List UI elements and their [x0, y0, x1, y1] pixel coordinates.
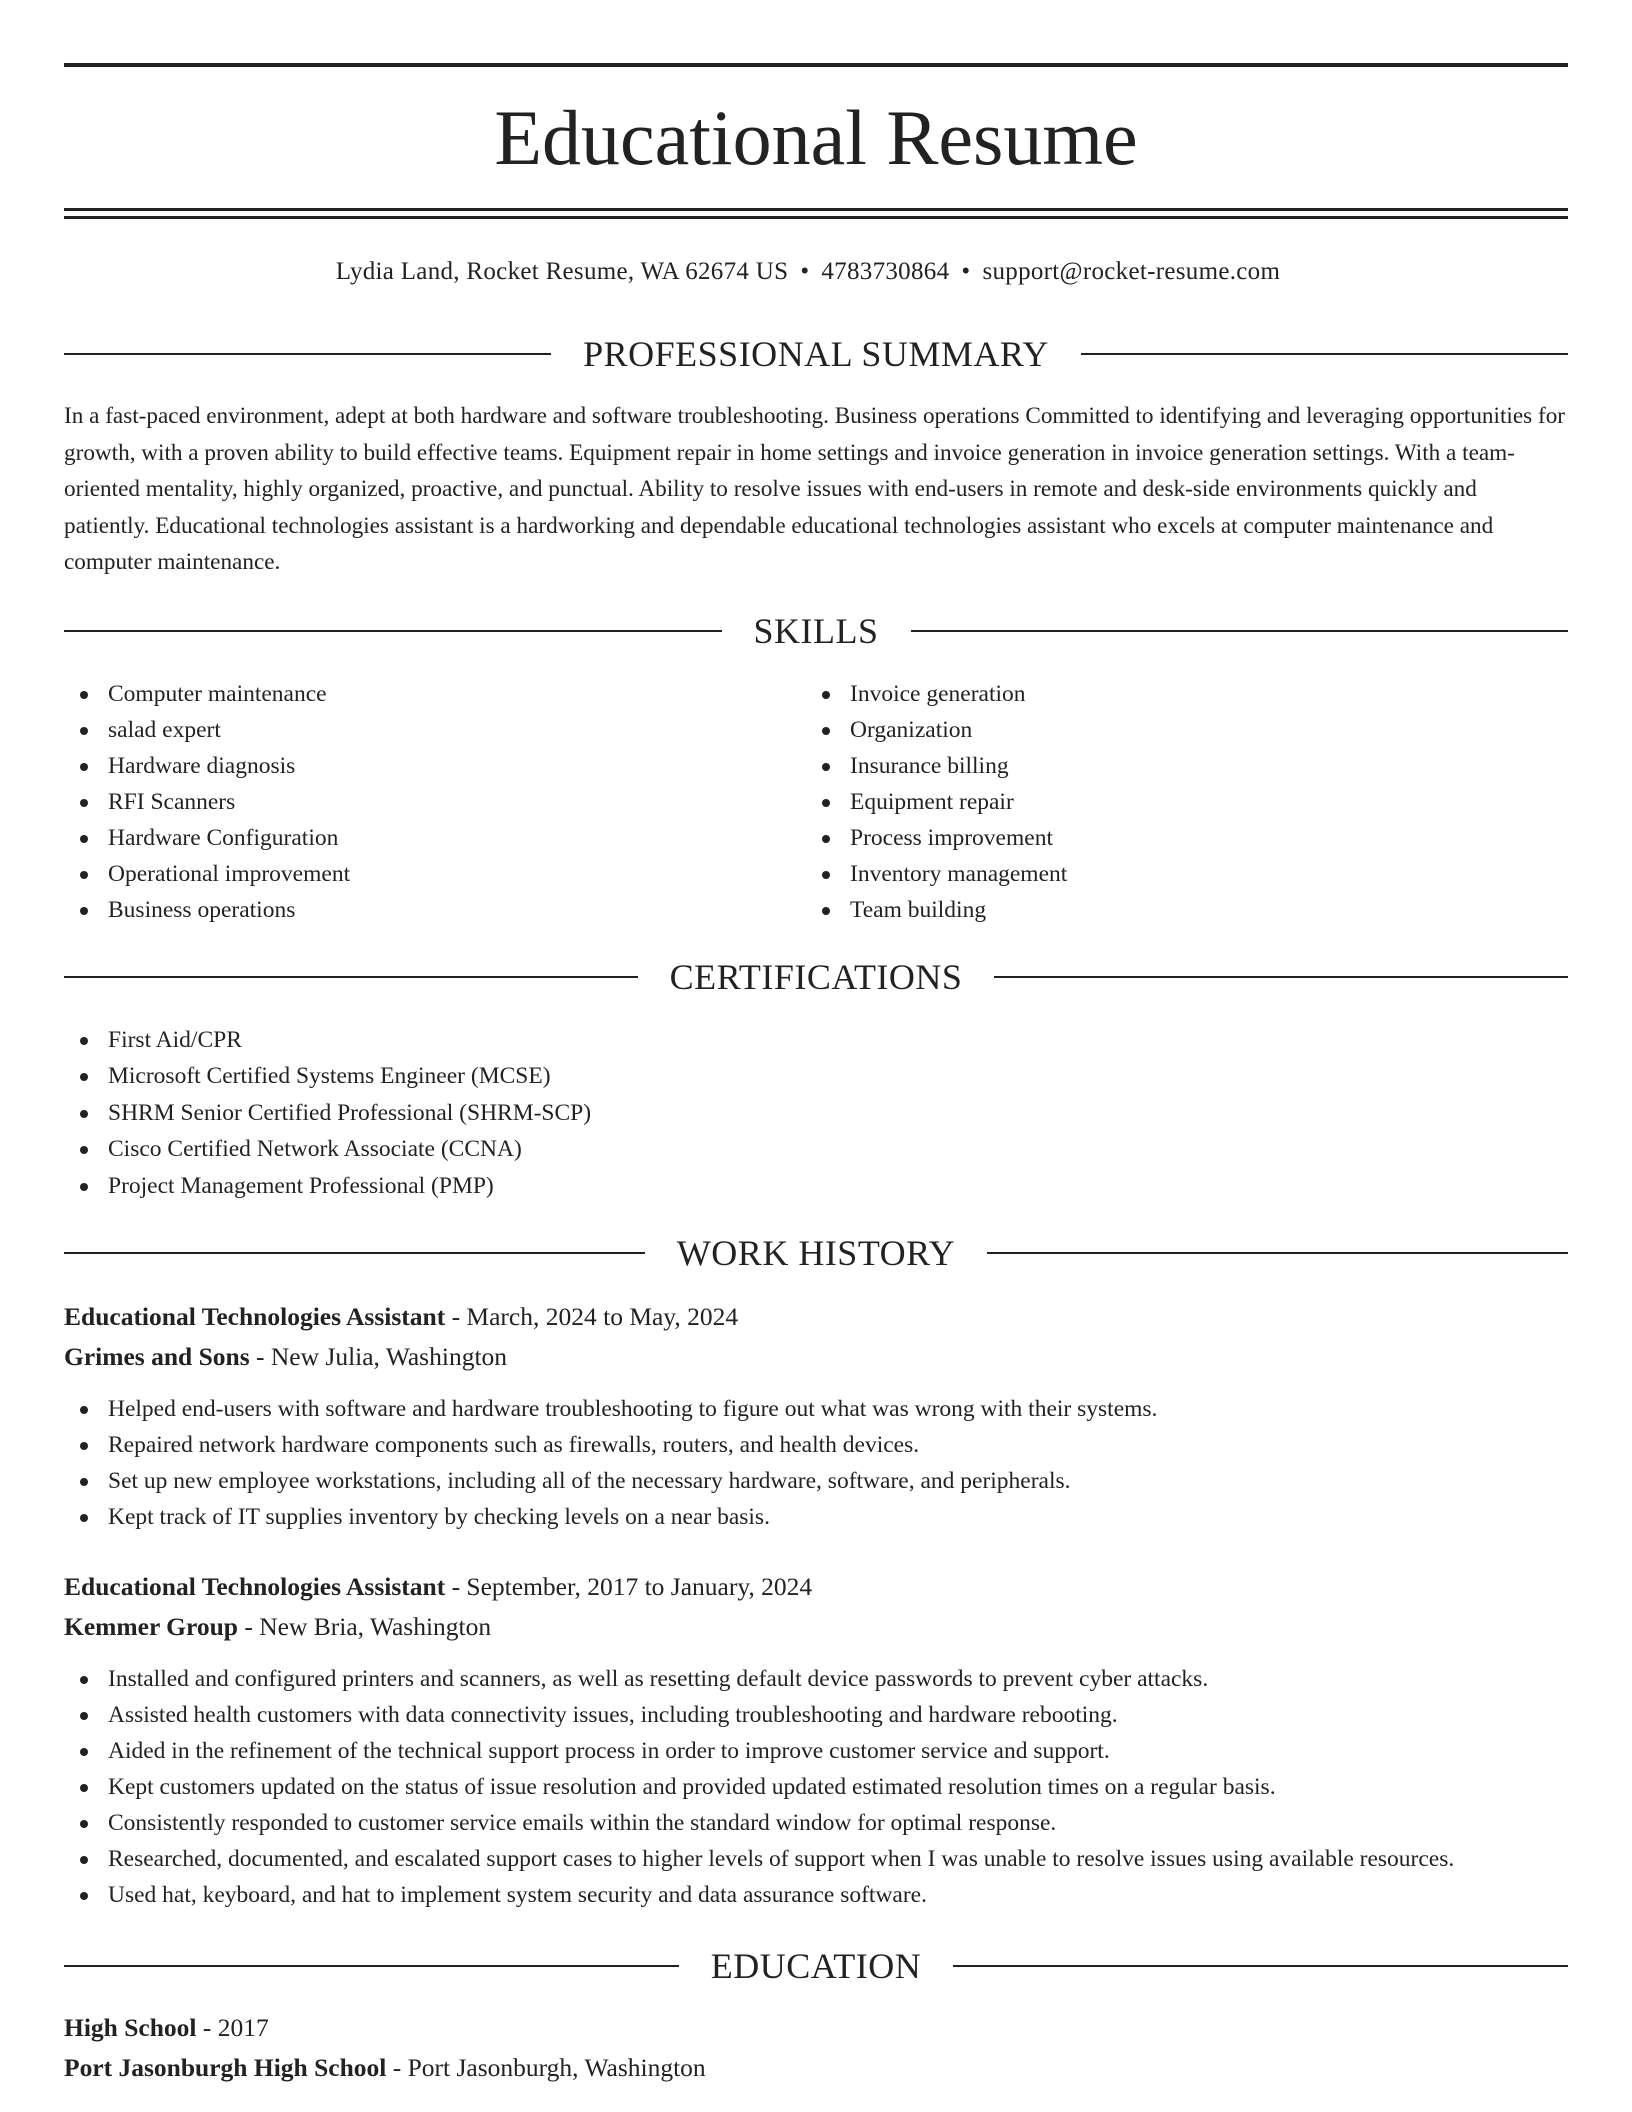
- divider-line: [953, 1965, 1568, 1967]
- job-company: Grimes and Sons: [64, 1342, 250, 1371]
- skill-item: Operational improvement: [64, 856, 764, 892]
- summary-text: In a fast-paced environment, adept at both hardware and software troubleshooting. Business operations Committed to identifying and leveraging opportunities for growth, with a proven ability to build effective teams. Equipment repair in home settings and invoice generation in invoice generation settings. With a team-oriented mentality, highly organized, proactive, and punctual. Ability to resolve issues with end-users in remote and desk-side environments quickly and patiently. Educational technologies assistant is a hardworking and dependable educational technologies assistant who excels at computer maintenance and computer maintenance.: [64, 403, 1566, 575]
- job-title: Educational Technologies Assistant: [64, 1572, 446, 1601]
- contact-separator: •: [800, 258, 810, 285]
- certification-item: Project Management Professional (PMP): [64, 1168, 1064, 1204]
- skill-item: Process improvement: [806, 820, 1506, 856]
- section-title: CERTIFICATIONS: [669, 957, 963, 997]
- section-title: EDUCATION: [710, 1946, 922, 1986]
- contact-line: [0, 254, 1616, 290]
- job-bullet: Installed and configured printers and scanners, as well as resetting default device passwords to prevent cyber attacks.: [64, 1661, 1584, 1697]
- divider-line: [64, 1252, 645, 1254]
- contact-separator: •: [961, 258, 971, 285]
- divider-line: [64, 976, 638, 978]
- education-location: - Port Jasonburgh, Washington: [386, 2053, 706, 2082]
- education-school: Port Jasonburgh High School: [64, 2053, 387, 2082]
- section-title: WORK HISTORY: [676, 1233, 956, 1273]
- skill-item: Equipment repair: [806, 784, 1506, 820]
- job-bullets: [64, 1661, 1584, 1913]
- section-header-education: [64, 1944, 1568, 1988]
- section-header-summary: [64, 332, 1568, 376]
- skills-list-left: [64, 676, 764, 928]
- divider-line: [987, 1252, 1568, 1254]
- job-dates: - September, 2017 to January, 2024: [445, 1572, 813, 1601]
- skill-item: Invoice generation: [806, 676, 1506, 712]
- divider-line: [64, 1965, 679, 1967]
- job-bullet: Consistently responded to customer service emails within the standard window for optimal response.: [64, 1805, 1584, 1841]
- skill-item: Business operations: [64, 892, 764, 928]
- job-company-line: [64, 1609, 1568, 1645]
- section-title: SKILLS: [753, 611, 879, 651]
- skill-item: salad expert: [64, 712, 764, 748]
- job-company: Kemmer Group: [64, 1612, 238, 1641]
- education-degree-line: [64, 2010, 1568, 2046]
- skill-item: Hardware Configuration: [64, 820, 764, 856]
- skill-item: Insurance billing: [806, 748, 1506, 784]
- education-year: - 2017: [196, 2013, 269, 2042]
- skill-item: Organization: [806, 712, 1506, 748]
- skill-item: RFI Scanners: [64, 784, 764, 820]
- resume-title: Educational Resume: [494, 94, 1138, 181]
- skill-item: Hardware diagnosis: [64, 748, 764, 784]
- job-bullet: Kept track of IT supplies inventory by checking levels on a near basis.: [64, 1499, 1584, 1535]
- divider-line: [64, 630, 722, 632]
- certification-item: First Aid/CPR: [64, 1022, 1064, 1058]
- job-bullet: Used hat, keyboard, and hat to implement system security and data assurance software.: [64, 1877, 1584, 1913]
- job-company-line: [64, 1339, 1568, 1375]
- contact-email: support@rocket-resume.com: [982, 258, 1281, 285]
- job-bullet: Repaired network hardware components such as firewalls, routers, and health devices.: [64, 1427, 1584, 1463]
- divider-line: [1081, 353, 1568, 355]
- education-school-line: [64, 2050, 1568, 2086]
- job-bullet: Kept customers updated on the status of issue resolution and provided updated estimated resolution times on a regular basis.: [64, 1769, 1584, 1805]
- certifications-list: [64, 1022, 1064, 1204]
- title-rule-upper: [64, 208, 1568, 211]
- job-title-line: [64, 1569, 1568, 1605]
- skill-item: Inventory management: [806, 856, 1506, 892]
- skills-list-right: [806, 676, 1506, 928]
- section-header-certifications: [64, 955, 1568, 999]
- divider-line: [911, 630, 1569, 632]
- job-location: - New Julia, Washington: [249, 1342, 508, 1371]
- contact-address: Lydia Land, Rocket Resume, WA 62674 US: [335, 258, 789, 285]
- title-rule-lower: [64, 216, 1568, 219]
- job-bullets: [64, 1391, 1584, 1535]
- job-title: Educational Technologies Assistant: [64, 1302, 446, 1331]
- education-degree: High School: [64, 2013, 197, 2042]
- job-bullet: Researched, documented, and escalated support cases to higher levels of support when I was unable to resolve issues using available resources.: [64, 1841, 1584, 1877]
- job-bullet: Aided in the refinement of the technical support process in order to improve customer service and support.: [64, 1733, 1584, 1769]
- skill-item: Team building: [806, 892, 1506, 928]
- section-header-skills: [64, 609, 1568, 653]
- job-bullet: Assisted health customers with data connectivity issues, including troubleshooting and hardware rebooting.: [64, 1697, 1584, 1733]
- skill-item: Computer maintenance: [64, 676, 764, 712]
- divider-line: [64, 353, 551, 355]
- top-rule: [64, 63, 1568, 67]
- divider-line: [994, 976, 1568, 978]
- certification-item: Microsoft Certified Systems Engineer (MCSE): [64, 1058, 1064, 1094]
- contact-phone: 4783730864: [821, 258, 950, 285]
- section-title: PROFESSIONAL SUMMARY: [583, 334, 1049, 374]
- job-bullet: Set up new employee workstations, including all of the necessary hardware, software, and peripherals.: [64, 1463, 1584, 1499]
- section-header-work-history: [64, 1231, 1568, 1275]
- certification-item: SHRM Senior Certified Professional (SHRM-SCP): [64, 1095, 1064, 1131]
- certification-item: Cisco Certified Network Associate (CCNA): [64, 1131, 1064, 1167]
- job-dates: - March, 2024 to May, 2024: [445, 1302, 739, 1331]
- job-bullet: Helped end-users with software and hardware troubleshooting to figure out what was wrong with their systems.: [64, 1391, 1584, 1427]
- job-location: - New Bria, Washington: [238, 1612, 492, 1641]
- job-title-line: [64, 1299, 1568, 1335]
